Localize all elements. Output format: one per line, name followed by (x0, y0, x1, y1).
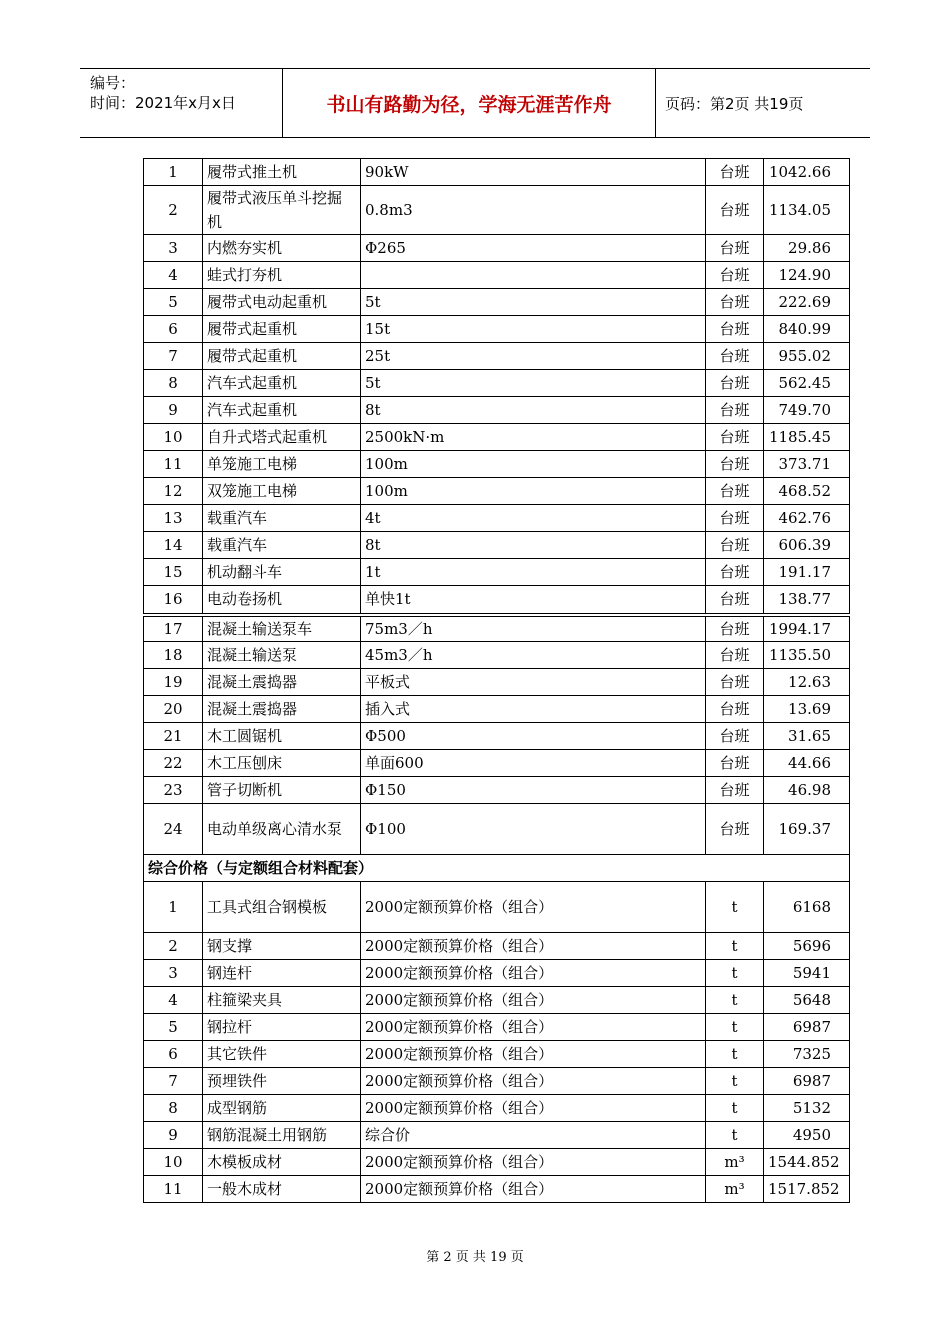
row-number: 22 (144, 750, 203, 777)
item-price: 1517.852 (764, 1176, 850, 1203)
row-number: 11 (144, 1176, 203, 1203)
item-spec: 综合价 (361, 1122, 706, 1149)
item-unit: 台班 (706, 505, 764, 532)
row-number: 19 (144, 669, 203, 696)
item-unit: 台班 (706, 262, 764, 289)
item-price: 1994.17 (764, 615, 850, 642)
item-price: 1042.66 (764, 159, 850, 186)
item-spec: 5t (361, 370, 706, 397)
row-number: 6 (144, 316, 203, 343)
item-unit: 台班 (706, 642, 764, 669)
item-unit: 台班 (706, 559, 764, 586)
item-spec (361, 262, 706, 289)
table-row (144, 451, 850, 478)
table-row (144, 669, 850, 696)
item-unit: 台班 (706, 750, 764, 777)
item-price: 222.69 (764, 289, 850, 316)
item-name: 履带式起重机 (203, 316, 361, 343)
item-spec: Φ500 (361, 723, 706, 750)
row-number: 2 (144, 933, 203, 960)
item-name: 自升式塔式起重机 (203, 424, 361, 451)
item-price: 46.98 (764, 777, 850, 804)
item-price: 840.99 (764, 316, 850, 343)
item-spec: 1t (361, 559, 706, 586)
item-price: 12.63 (764, 669, 850, 696)
table-row (144, 1176, 850, 1203)
table-row (144, 750, 850, 777)
item-spec: 4t (361, 505, 706, 532)
row-number: 3 (144, 960, 203, 987)
item-spec: 2500kN·m (361, 424, 706, 451)
item-unit: 台班 (706, 669, 764, 696)
item-spec: 75m3／h (361, 615, 706, 642)
machine-rows (144, 159, 850, 855)
row-number: 7 (144, 1068, 203, 1095)
item-spec: 8t (361, 532, 706, 559)
table-row (144, 235, 850, 262)
item-name: 混凝土输送泵车 (203, 615, 361, 642)
header-motto: 书山有路勤为径，学海无涯苦作舟 (326, 93, 612, 116)
table-row (144, 987, 850, 1014)
item-unit: 台班 (706, 586, 764, 615)
item-name: 汽车式起重机 (203, 370, 361, 397)
item-spec: 2000定额预算价格（组合） (361, 1041, 706, 1068)
item-price: 44.66 (764, 750, 850, 777)
item-price: 7325 (764, 1041, 850, 1068)
row-number: 20 (144, 696, 203, 723)
item-price: 1135.50 (764, 642, 850, 669)
row-number: 12 (144, 478, 203, 505)
item-name: 钢筋混凝土用钢筋 (203, 1122, 361, 1149)
table-row (144, 586, 850, 615)
item-name: 木工压刨床 (203, 750, 361, 777)
item-name: 预埋铁件 (203, 1068, 361, 1095)
item-unit: 台班 (706, 532, 764, 559)
row-number: 21 (144, 723, 203, 750)
row-number: 2 (144, 186, 203, 235)
item-spec: 25t (361, 343, 706, 370)
item-price: 606.39 (764, 532, 850, 559)
item-price: 5648 (764, 987, 850, 1014)
row-number: 10 (144, 1149, 203, 1176)
item-name: 混凝土输送泵 (203, 642, 361, 669)
page-footer: 第 2 页 共 19 页 (426, 1250, 524, 1265)
row-number: 10 (144, 424, 203, 451)
item-price: 1544.852 (764, 1149, 850, 1176)
row-number: 8 (144, 370, 203, 397)
table-row (144, 882, 850, 933)
item-price: 124.90 (764, 262, 850, 289)
item-spec: 15t (361, 316, 706, 343)
item-name: 成型钢筋 (203, 1095, 361, 1122)
item-name: 履带式液压单斗挖掘机 (203, 186, 361, 235)
item-name: 柱箍梁夹具 (203, 987, 361, 1014)
header-page-label: 页码：第2页 共19页 (665, 95, 804, 113)
item-unit: 台班 (706, 289, 764, 316)
item-unit: 台班 (706, 723, 764, 750)
material-rows (144, 855, 850, 1203)
item-spec: 2000定额预算价格（组合） (361, 987, 706, 1014)
item-spec: Φ265 (361, 235, 706, 262)
table-row (144, 1122, 850, 1149)
item-unit: 台班 (706, 424, 764, 451)
item-unit: t (706, 882, 764, 933)
table-row (144, 804, 850, 855)
header-meta (90, 73, 236, 113)
item-spec: 90kW (361, 159, 706, 186)
row-number: 6 (144, 1041, 203, 1068)
item-price: 5132 (764, 1095, 850, 1122)
item-unit: t (706, 1122, 764, 1149)
item-price: 191.17 (764, 559, 850, 586)
time-label: 时间：2021年x月x日 (90, 94, 236, 112)
item-price: 29.86 (764, 235, 850, 262)
item-unit: t (706, 1095, 764, 1122)
item-name: 汽车式起重机 (203, 397, 361, 424)
item-unit: t (706, 960, 764, 987)
item-spec: 2000定额预算价格（组合） (361, 1095, 706, 1122)
item-price: 169.37 (764, 804, 850, 855)
item-spec: 单快1t (361, 586, 706, 615)
table-row (144, 1149, 850, 1176)
item-spec: 2000定额预算价格（组合） (361, 882, 706, 933)
row-number: 9 (144, 397, 203, 424)
item-price: 5696 (764, 933, 850, 960)
table-row (144, 1014, 850, 1041)
item-price: 5941 (764, 960, 850, 987)
row-number: 23 (144, 777, 203, 804)
item-unit: 台班 (706, 159, 764, 186)
item-name: 混凝土震捣器 (203, 696, 361, 723)
item-price: 373.71 (764, 451, 850, 478)
item-spec: 5t (361, 289, 706, 316)
item-price: 138.77 (764, 586, 850, 615)
item-name: 钢连杆 (203, 960, 361, 987)
item-unit: 台班 (706, 696, 764, 723)
item-unit: 台班 (706, 777, 764, 804)
item-price: 13.69 (764, 696, 850, 723)
table-row (144, 696, 850, 723)
item-spec: 插入式 (361, 696, 706, 723)
row-number: 17 (144, 615, 203, 642)
item-unit: t (706, 933, 764, 960)
item-price: 749.70 (764, 397, 850, 424)
row-number: 4 (144, 987, 203, 1014)
item-unit: t (706, 1041, 764, 1068)
table-row (144, 1068, 850, 1095)
table-row (144, 505, 850, 532)
item-name: 管子切断机 (203, 777, 361, 804)
item-spec: 100m (361, 478, 706, 505)
item-name: 载重汽车 (203, 505, 361, 532)
item-name: 蛙式打夯机 (203, 262, 361, 289)
item-unit: 台班 (706, 478, 764, 505)
item-unit: m³ (706, 1149, 764, 1176)
item-spec: 2000定额预算价格（组合） (361, 1014, 706, 1041)
row-number: 4 (144, 262, 203, 289)
item-spec: 平板式 (361, 669, 706, 696)
row-number: 18 (144, 642, 203, 669)
table-row (144, 262, 850, 289)
table-row (144, 316, 850, 343)
table-row (144, 777, 850, 804)
item-spec: 单面600 (361, 750, 706, 777)
item-name: 内燃夯实机 (203, 235, 361, 262)
item-unit: 台班 (706, 615, 764, 642)
item-unit: 台班 (706, 804, 764, 855)
table-row (144, 642, 850, 669)
row-number: 11 (144, 451, 203, 478)
item-spec: 2000定额预算价格（组合） (361, 960, 706, 987)
table-row (144, 559, 850, 586)
table-row (144, 723, 850, 750)
item-name: 机动翻斗车 (203, 559, 361, 586)
table-row (144, 532, 850, 559)
row-number: 3 (144, 235, 203, 262)
item-spec: 2000定额预算价格（组合） (361, 933, 706, 960)
item-unit: t (706, 1068, 764, 1095)
table-row (144, 1095, 850, 1122)
item-name: 电动卷扬机 (203, 586, 361, 615)
item-unit: 台班 (706, 343, 764, 370)
item-unit: 台班 (706, 451, 764, 478)
item-name: 载重汽车 (203, 532, 361, 559)
table-row (144, 397, 850, 424)
item-price: 31.65 (764, 723, 850, 750)
table-row (144, 289, 850, 316)
item-price: 6987 (764, 1068, 850, 1095)
row-number: 9 (144, 1122, 203, 1149)
table-row (144, 159, 850, 186)
item-name: 电动单级离心清水泵 (203, 804, 361, 855)
row-number: 13 (144, 505, 203, 532)
item-unit: m³ (706, 1176, 764, 1203)
item-price: 1134.05 (764, 186, 850, 235)
table-row (144, 933, 850, 960)
row-number: 16 (144, 586, 203, 615)
item-price: 955.02 (764, 343, 850, 370)
item-spec: 2000定额预算价格（组合） (361, 1176, 706, 1203)
item-spec: 0.8m3 (361, 186, 706, 235)
item-spec: 2000定额预算价格（组合） (361, 1149, 706, 1176)
item-unit: t (706, 987, 764, 1014)
table-row (144, 960, 850, 987)
row-number: 24 (144, 804, 203, 855)
section-title: 综合价格（与定额组合材料配套） (144, 855, 850, 882)
item-name: 单笼施工电梯 (203, 451, 361, 478)
item-spec: 2000定额预算价格（组合） (361, 1068, 706, 1095)
item-price: 6987 (764, 1014, 850, 1041)
item-price: 4950 (764, 1122, 850, 1149)
item-unit: t (706, 1014, 764, 1041)
item-price: 462.76 (764, 505, 850, 532)
item-unit: 台班 (706, 316, 764, 343)
item-spec: Φ100 (361, 804, 706, 855)
page-header (80, 68, 870, 138)
item-unit: 台班 (706, 235, 764, 262)
row-number: 1 (144, 159, 203, 186)
item-name: 履带式起重机 (203, 343, 361, 370)
item-name: 钢拉杆 (203, 1014, 361, 1041)
item-price: 562.45 (764, 370, 850, 397)
item-price: 1185.45 (764, 424, 850, 451)
item-price: 6168 (764, 882, 850, 933)
item-name: 木模板成材 (203, 1149, 361, 1176)
item-spec: 8t (361, 397, 706, 424)
row-number: 8 (144, 1095, 203, 1122)
section-row (144, 855, 850, 882)
table-row (144, 186, 850, 235)
item-spec: 45m3／h (361, 642, 706, 669)
header-divider (655, 69, 656, 137)
row-number: 1 (144, 882, 203, 933)
item-unit: 台班 (706, 370, 764, 397)
item-name: 混凝土震捣器 (203, 669, 361, 696)
row-number: 5 (144, 289, 203, 316)
table-row (144, 615, 850, 642)
item-spec: 100m (361, 451, 706, 478)
row-number: 14 (144, 532, 203, 559)
item-name: 履带式电动起重机 (203, 289, 361, 316)
item-name: 钢支撑 (203, 933, 361, 960)
item-name: 双笼施工电梯 (203, 478, 361, 505)
item-name: 木工圆锯机 (203, 723, 361, 750)
item-price: 468.52 (764, 478, 850, 505)
item-name: 工具式组合钢模板 (203, 882, 361, 933)
item-name: 履带式推土机 (203, 159, 361, 186)
price-table (143, 158, 850, 1203)
table-row (144, 424, 850, 451)
item-name: 一般木成材 (203, 1176, 361, 1203)
table-row (144, 478, 850, 505)
row-number: 15 (144, 559, 203, 586)
row-number: 7 (144, 343, 203, 370)
item-unit: 台班 (706, 397, 764, 424)
row-number: 5 (144, 1014, 203, 1041)
code-label: 编号： (90, 74, 136, 92)
item-name: 其它铁件 (203, 1041, 361, 1068)
table-row (144, 1041, 850, 1068)
table-row (144, 343, 850, 370)
item-spec: Φ150 (361, 777, 706, 804)
item-unit: 台班 (706, 186, 764, 235)
table-row (144, 370, 850, 397)
